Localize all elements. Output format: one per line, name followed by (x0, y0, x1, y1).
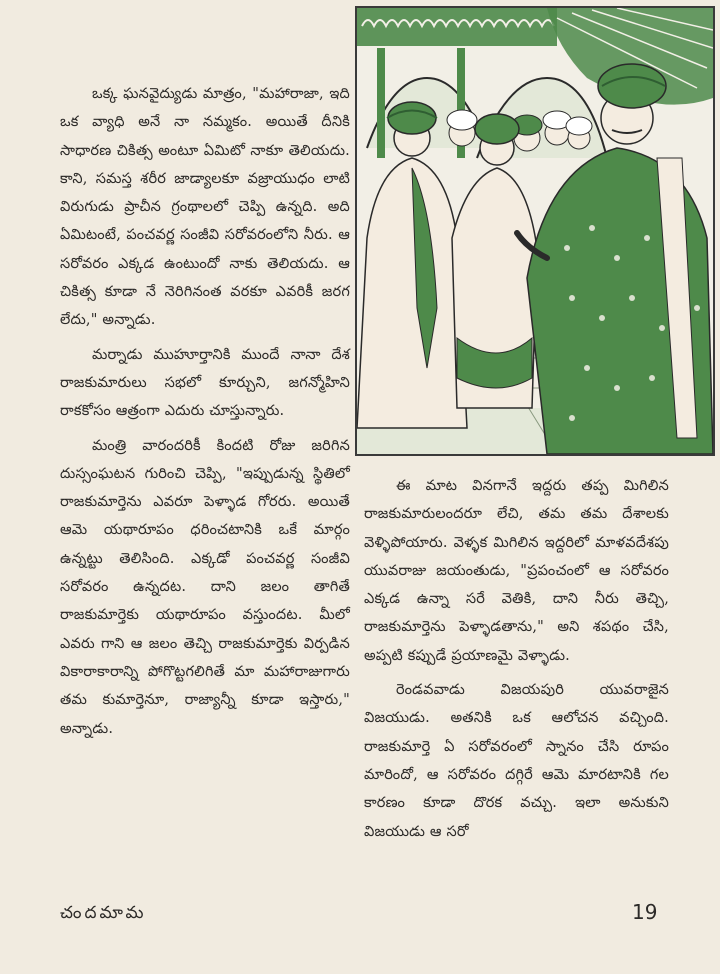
paragraph: మంత్రి వారందరికీ కిందటి రోజు జరిగిన దుస్సంఘటన గురించి చెప్పి, "ఇప్పుడున్న స్థితిలో రాజకుమార్తెను ఎవరూ పెళ్ళాడ గోరరు. అయితే ఆమె యథారూపం ధరించటానికి ఒకే మార్గం ఉన్నట్టు తెలిసింది. ఎక్కడో పంచవర్ణ సంజీవి సరోవరం ఉన్నదట. దాని జలం తాగితే రాజకుమార్తెకు యథారూపం వస్తుందట. మీలో ఎవరు గాని ఆ జలం తెచ్చి రాజకుమార్తెకు విర్పడిన వికారాకారాన్ని పోగొట్టగలిగితే మా మహారాజుగారు తమ కుమార్తెనూ, రాజ్యాన్నీ కూడా ఇస్తారు," అన్నాడు. (60, 437, 350, 737)
paragraph: రెండవవాడు విజయపురి యువరాజైన విజయుడు. అతనికి ఒక ఆలోచన వచ్చింది. రాజకుమార్తె ఏ సరోవరంలో స్నానం చేసి రూపం మారిందో, ఆ సరోవరం దగ్గిరే ఆమె మారటానికి గల కారణం కూడా దొరక వచ్చు. ఇలా అనుకుని విజయుడు ఆ సరో (364, 682, 669, 840)
paragraph: ఒక్క ఘనవైద్యుడు మాత్రం, "మహారాజా, ఇది ఒక వ్యాధి అనే నా నమ్మకం. అయితే దీనికి సాధారణ చికిత్స అంటూ ఏమిటో నాకూ తెలియదు. కాని, సమస్త శరీర జాడ్యాలకూ వజ్రాయుధం లాటి విరుగుడు ప్రాచీన గ్రంథాలలో చెప్పి ఉన్నది. అది ఏమిటంటే, పంచవర్ణ సంజీవి సరోవరంలోని నీరు. ఆ సరోవరం ఎక్కడ ఉంటుందో నాకు తెలియదు. ఆ చికిత్స కూడా నే నెరిగినంత వరకూ ఎవరికీ జరగ లేదు," అన్నాడు. (60, 86, 350, 329)
court-scene-drawing (357, 8, 713, 454)
left-text-column (60, 80, 350, 749)
paragraph: ఈ మాట వినగానే ఇద్దరు తప్ప మిగిలిన రాజకుమారులందరూ లేచి, తమ తమ దేశాలకు వెళ్ళిపోయారు. వెళ్ళక మిగిలిన ఇద్దరిలో మాళవదేశపు యువరాజు జయంతుడు, "ప్రపంచంలో ఆ సరోవరం ఎక్కడ ఉన్నా సరే వెతికి, దాని నీరు తెచ్చి, రాజకుమార్తెను పెళ్ళాడతాను," అని శపథం చేసి, అప్పటి కప్పుడే ప్రయాణమై వెళ్ళాడు. (364, 478, 669, 664)
magazine-name-footer: చందమామ (60, 903, 147, 923)
pillar (377, 48, 385, 158)
decorative-frieze (357, 8, 557, 46)
paragraph: మర్నాడు ముహూర్తానికి ముందే నానా దేశ రాజకుమారులు సభలో కూర్చుని, జగన్మోహిని రాకకోసం ఆత్రంగా ఎదురు చూస్తున్నారు. (60, 346, 350, 420)
page-number: 19 (632, 900, 658, 924)
right-text-column (364, 472, 669, 852)
story-illustration (355, 6, 715, 456)
